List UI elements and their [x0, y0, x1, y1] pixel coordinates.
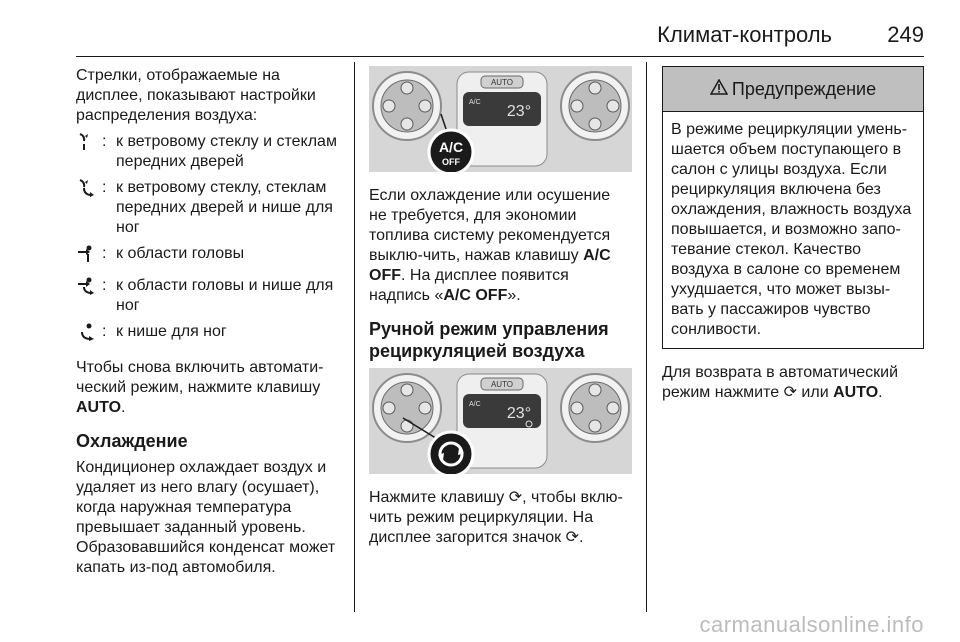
airflow-intro: Стрелки, отображаемые на дисплее, показывают настройки распределения воздуха:: [76, 67, 316, 124]
cooling-heading: Охлаждение: [76, 431, 188, 451]
airflow-head-feet-icon: [76, 276, 102, 316]
warning-triangle-icon: [710, 79, 728, 99]
auto-button-label: AUTO: [490, 78, 514, 87]
svg-text:23°: 23°: [506, 103, 532, 120]
recirculation-heading: Ручной режим управления рециркуляцией воздуха: [369, 319, 609, 361]
watermark-text: carmanualsonline.info: [699, 612, 924, 637]
svg-text:A/C: A/C: [469, 401, 481, 408]
return-auto-paragraph: Для возврата в автоматический режим нажмите ⟳ или AUTO.: [662, 364, 899, 401]
recirculation-icon: ⟳: [508, 489, 523, 506]
airflow-windscreen-icon: [76, 132, 102, 172]
column-2: [369, 66, 632, 548]
auto-key-label: AUTO: [76, 399, 122, 416]
list-item: : к области головы: [76, 244, 344, 270]
auto-button-label: AUTO: [490, 380, 514, 389]
cooling-paragraph: Кондиционер охлаждает воздух и удаляет из него влагу (осушает), когда наружная температура превышает заданный уровень. Образовавшийся конденсат может капать из-под автомобиля.: [76, 459, 336, 576]
ac-off-paragraph: Если охлаждение или осушение не требуется, для экономии топлива систему рекомендуется выклю-чить, нажав клавишу A/C OFF. На дисплее появится надпись «A/C OFF».: [369, 187, 611, 304]
column-divider-2: [646, 62, 647, 612]
airflow-list: [76, 132, 344, 348]
warning-header: [663, 67, 923, 112]
ac-off-illustration: [369, 66, 632, 172]
airflow-head-icon: [76, 244, 102, 270]
svg-text:A/C: A/C: [469, 99, 481, 106]
list-item: : к ветровому стеклу, стеклам передних дверей и нише для ног: [76, 178, 344, 238]
list-item: : к ветровому стеклу и стеклам передних дверей: [76, 132, 344, 172]
page-header: [76, 0, 924, 56]
climate-panel-image: [369, 66, 632, 172]
list-item: : к нише для ног: [76, 322, 344, 348]
warning-title: Предупреждение: [731, 79, 877, 99]
column-1: [76, 66, 344, 578]
page-number: 249: [887, 22, 924, 47]
airflow-windscreen-feet-icon: [76, 178, 102, 238]
page-title: Климат-контроль: [657, 22, 832, 47]
recirculation-illustration: [369, 368, 632, 474]
header-divider: [76, 56, 924, 57]
column-divider-1: [354, 62, 355, 612]
recirculation-icon: ⟳: [565, 529, 580, 546]
airflow-feet-icon: [76, 322, 102, 348]
recirculation-paragraph: Нажмите клавишу ⟳, чтобы вклю-чить режим рециркуляции. На дисплее загорится значок ⟳.: [369, 489, 623, 546]
auto-key-label: AUTO: [833, 384, 879, 401]
warning-box: [662, 66, 924, 349]
list-item: : к области головы и нише для ног: [76, 276, 344, 316]
svg-text:OFF: OFF: [442, 157, 460, 167]
climate-panel-image: [369, 368, 632, 474]
ac-callout-label: A/C: [438, 139, 464, 155]
auto-paragraph: Чтобы снова включить автомати-ческий режим, нажмите клавишу AUTO.: [76, 359, 324, 416]
ac-off-key-label: A/C OFF: [369, 247, 611, 284]
svg-text:23°: 23°: [506, 405, 532, 422]
warning-text: В режиме рециркуляции умень-шается объем поступающего в салон с улицы воздуха. Если рециркуляция включена без охлаждения, влажность воздуха повышается, и возможно запо-тевание стекол. Качество воздуха в салоне со временем ухудшается, что может вызы-вать у пассажиров чувство сонливости.: [671, 121, 912, 338]
column-3: [662, 66, 925, 403]
recirculation-icon: ⟳: [783, 384, 797, 401]
